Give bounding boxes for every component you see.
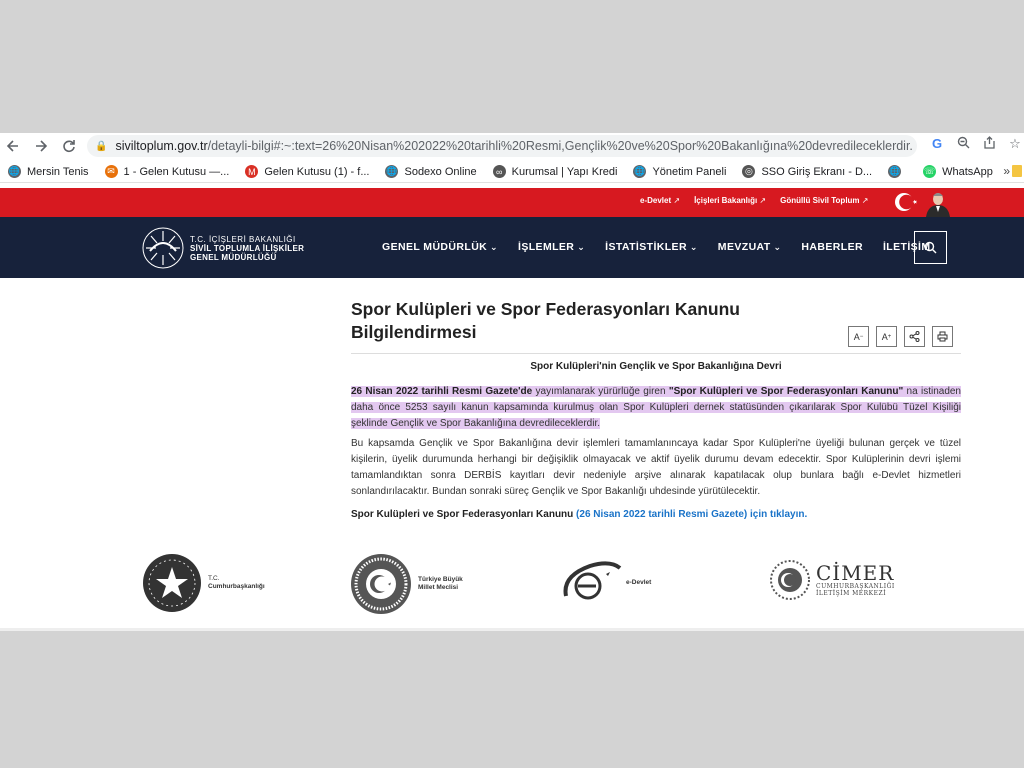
reload-icon[interactable] [56,133,82,159]
tbmm-seal-icon [350,553,412,615]
tbmm-logo[interactable] [350,553,463,615]
share-icon [909,331,920,342]
whatsapp-icon: ☏ [923,166,936,176]
cimer-logo[interactable] [770,560,895,600]
menu-haberler[interactable]: HABERLER [801,241,863,253]
bookmark-label: Gelen Kutusu (1) - f... [264,165,370,178]
p1-law: "Spor Kulüpleri ve Spor Federasyonları Kanunu" [668,386,904,397]
mail-icon: ✉ [105,165,118,178]
cb-line2: Cumhurbaşkanlığı [208,583,265,590]
title-divider [351,353,961,354]
tbmm-line1: Türkiye Büyük [418,576,463,583]
cimer-sub1: CUMHURBAŞKANLIĞI [816,583,895,590]
back-icon[interactable] [0,133,26,159]
ataturk-portrait-icon [920,190,958,217]
site-logo[interactable] [142,227,304,269]
bookmarks-bar [0,161,1024,183]
bookmark-item[interactable] [8,165,89,178]
tbmm-line2: Millet Meclisi [418,584,459,591]
footer-logos [0,548,1024,618]
print-icon [937,331,948,342]
lock-icon[interactable]: 🔒 [95,140,108,152]
menu-mevzuat[interactable]: MEVZUAT ⌄ [718,241,782,253]
p3-text: Spor Kulüpleri ve Spor Federasyonları Kanunu [351,509,577,520]
sso-icon: ◎ [742,165,755,178]
logo-line3: GENEL MÜDÜRLÜĞÜ [190,252,277,262]
bookmark-label: Sodexo Online [404,165,477,178]
cimer-sub2: İLETİŞİM MERKEZİ [816,590,887,597]
top-red-bar [0,188,1024,217]
url-input[interactable] [87,135,917,157]
url-path: /detayli-bilgi#:~:text=26%20Nisan%202022%20tarihli%20Resmi,Gençlik%20ve%20Spor%20Bakanlığına%20devredileceklerdir. [207,139,913,153]
logo-line1: T.C. İÇİŞLERİ BAKANLIĞI [190,234,296,244]
bookmark-item[interactable] [385,165,476,178]
bookmark-item[interactable] [888,165,907,178]
main-menu [382,241,931,253]
page-bottom-edge [0,628,1024,631]
cimer-title: CİMER [816,561,895,585]
share-button[interactable] [904,326,925,347]
globe-icon: 🌐 [8,166,21,176]
edevlet-logo[interactable] [560,558,651,608]
bookmarks-overflow-button[interactable]: » [1003,164,1010,178]
bookmark-item[interactable] [493,165,618,178]
bookmark-item[interactable] [742,165,872,178]
article [351,298,961,520]
bookmark-label: WhatsApp [942,165,993,178]
print-button[interactable] [932,326,953,347]
menu-istatistikler[interactable]: İSTATİSTİKLER ⌄ [605,241,698,253]
presidency-seal-icon [142,553,202,613]
menu-iletisim[interactable]: İLETİŞİM [882,241,931,253]
p1-text-b: na istinaden daha önce 5253 sayılı kanun kapsamında kurulmuş olan Spor Kulüpleri dernek statüsünden çıkarılarak Spor Kulübü Tüzel Kişiliği şeklinde Gençlik ve Spor Bakanlığına devredileceklerdir. [351,386,961,429]
menu-islemler[interactable]: İŞLEMLER ⌄ [518,241,585,253]
bookmark-item[interactable] [633,165,726,178]
decrease-font-button[interactable]: A − [848,326,869,347]
cumhurbaskanligi-logo[interactable] [142,553,265,613]
logo-line2: SİVİL TOPLUMLA İLİŞKİLER [190,243,305,253]
gazette-link[interactable]: (26 Nisan 2022 tarihli Resmi Gazete) için tıklayın. [576,509,808,520]
bookmark-label: Kurumsal | Yapı Kredi [511,165,618,178]
bookmark-label: Mersin Tenis [27,165,89,178]
gonullu-link[interactable]: Gönüllü Sivil Toplum ↗ [780,196,868,205]
folder-icon[interactable] [1012,165,1022,177]
ministry-emblem-icon [142,227,184,269]
paragraph-3 [351,507,961,523]
cb-line1: T.C. [208,575,220,582]
globe-icon: 🌐 [634,166,646,176]
turkish-flag-crescent-icon [893,191,919,213]
paragraph-1 [351,384,961,432]
page-title: Spor Kulüpleri ve Spor Federasyonları Kanunu Bilgilendirmesi [351,299,740,342]
p1-date: 26 Nisan 2022 tarihli Resmi Gazete'de [351,386,533,397]
cimer-seal-icon [770,560,810,600]
bookmark-label: SSO Giriş Ekranı - D... [761,165,873,178]
search-icon [924,241,937,254]
zoom-icon[interactable] [954,136,972,152]
bookmark-label: Yönetim Paneli [652,165,727,178]
bookmark-item[interactable] [245,165,369,178]
p1-text-a: yayımlanarak yürürlüğe giren [532,386,669,397]
article-tools [848,326,953,347]
share-page-icon[interactable] [980,136,998,152]
top-links [640,196,868,205]
forward-icon[interactable] [28,133,54,159]
bookmark-item[interactable] [105,165,230,178]
url-domain: siviltoplum.gov.tr [115,139,208,153]
gmail-icon: M [245,165,258,178]
yapikredi-icon: ∞ [493,165,506,178]
edevlet-label: e-Devlet [626,579,652,586]
article-subtitle: Spor Kulüpleri'nin Gençlik ve Spor Bakanlığına Devri [530,361,782,372]
icisleri-link[interactable]: İçişleri Bakanlığı ↗ [694,196,766,205]
edevlet-link[interactable]: e-Devlet ↗ [640,196,680,205]
globe-icon: 🌐 [888,166,901,176]
address-bar-row [0,133,1024,159]
globe-icon: 🌐 [386,166,398,176]
bookmark-star-icon[interactable]: ☆ [1009,136,1021,151]
edevlet-icon [560,558,624,608]
main-navbar [0,217,1024,278]
browser-window [0,133,1024,631]
menu-genel-mudurluk[interactable]: GENEL MÜDÜRLÜK ⌄ [382,241,498,253]
browser-actions [928,136,1024,152]
google-icon[interactable]: G [931,136,943,151]
search-button[interactable] [914,231,947,264]
paragraph-2: Bu kapsamda Gençlik ve Spor Bakanlığına devir işlemleri tamamlanıncaya kadar Spor Kulüpleri'ne üyeliği bulunan gerçek ve tüzel kişilerin, üyelik durumunda herhangi bir değişiklik olmayacak ve aktif üyelik durumu devam edecektir. Spor Kulüplerinin devri işlemi tamamlandıktan sonra DERBİS kayıtları devir nedeniyle arşive alınarak kapatılacak olup bunlara bağlı e-Devlet hizmetleri sonlandırılacaktır. Bundan sonraki süreç Gençlik ve Spor Bakanlığı uhdesinde yürütülecektir. [351,438,961,497]
increase-font-button[interactable]: A + [876,326,897,347]
bookmark-item[interactable] [923,165,993,178]
bookmark-label: 1 - Gelen Kutusu —... [123,165,230,178]
